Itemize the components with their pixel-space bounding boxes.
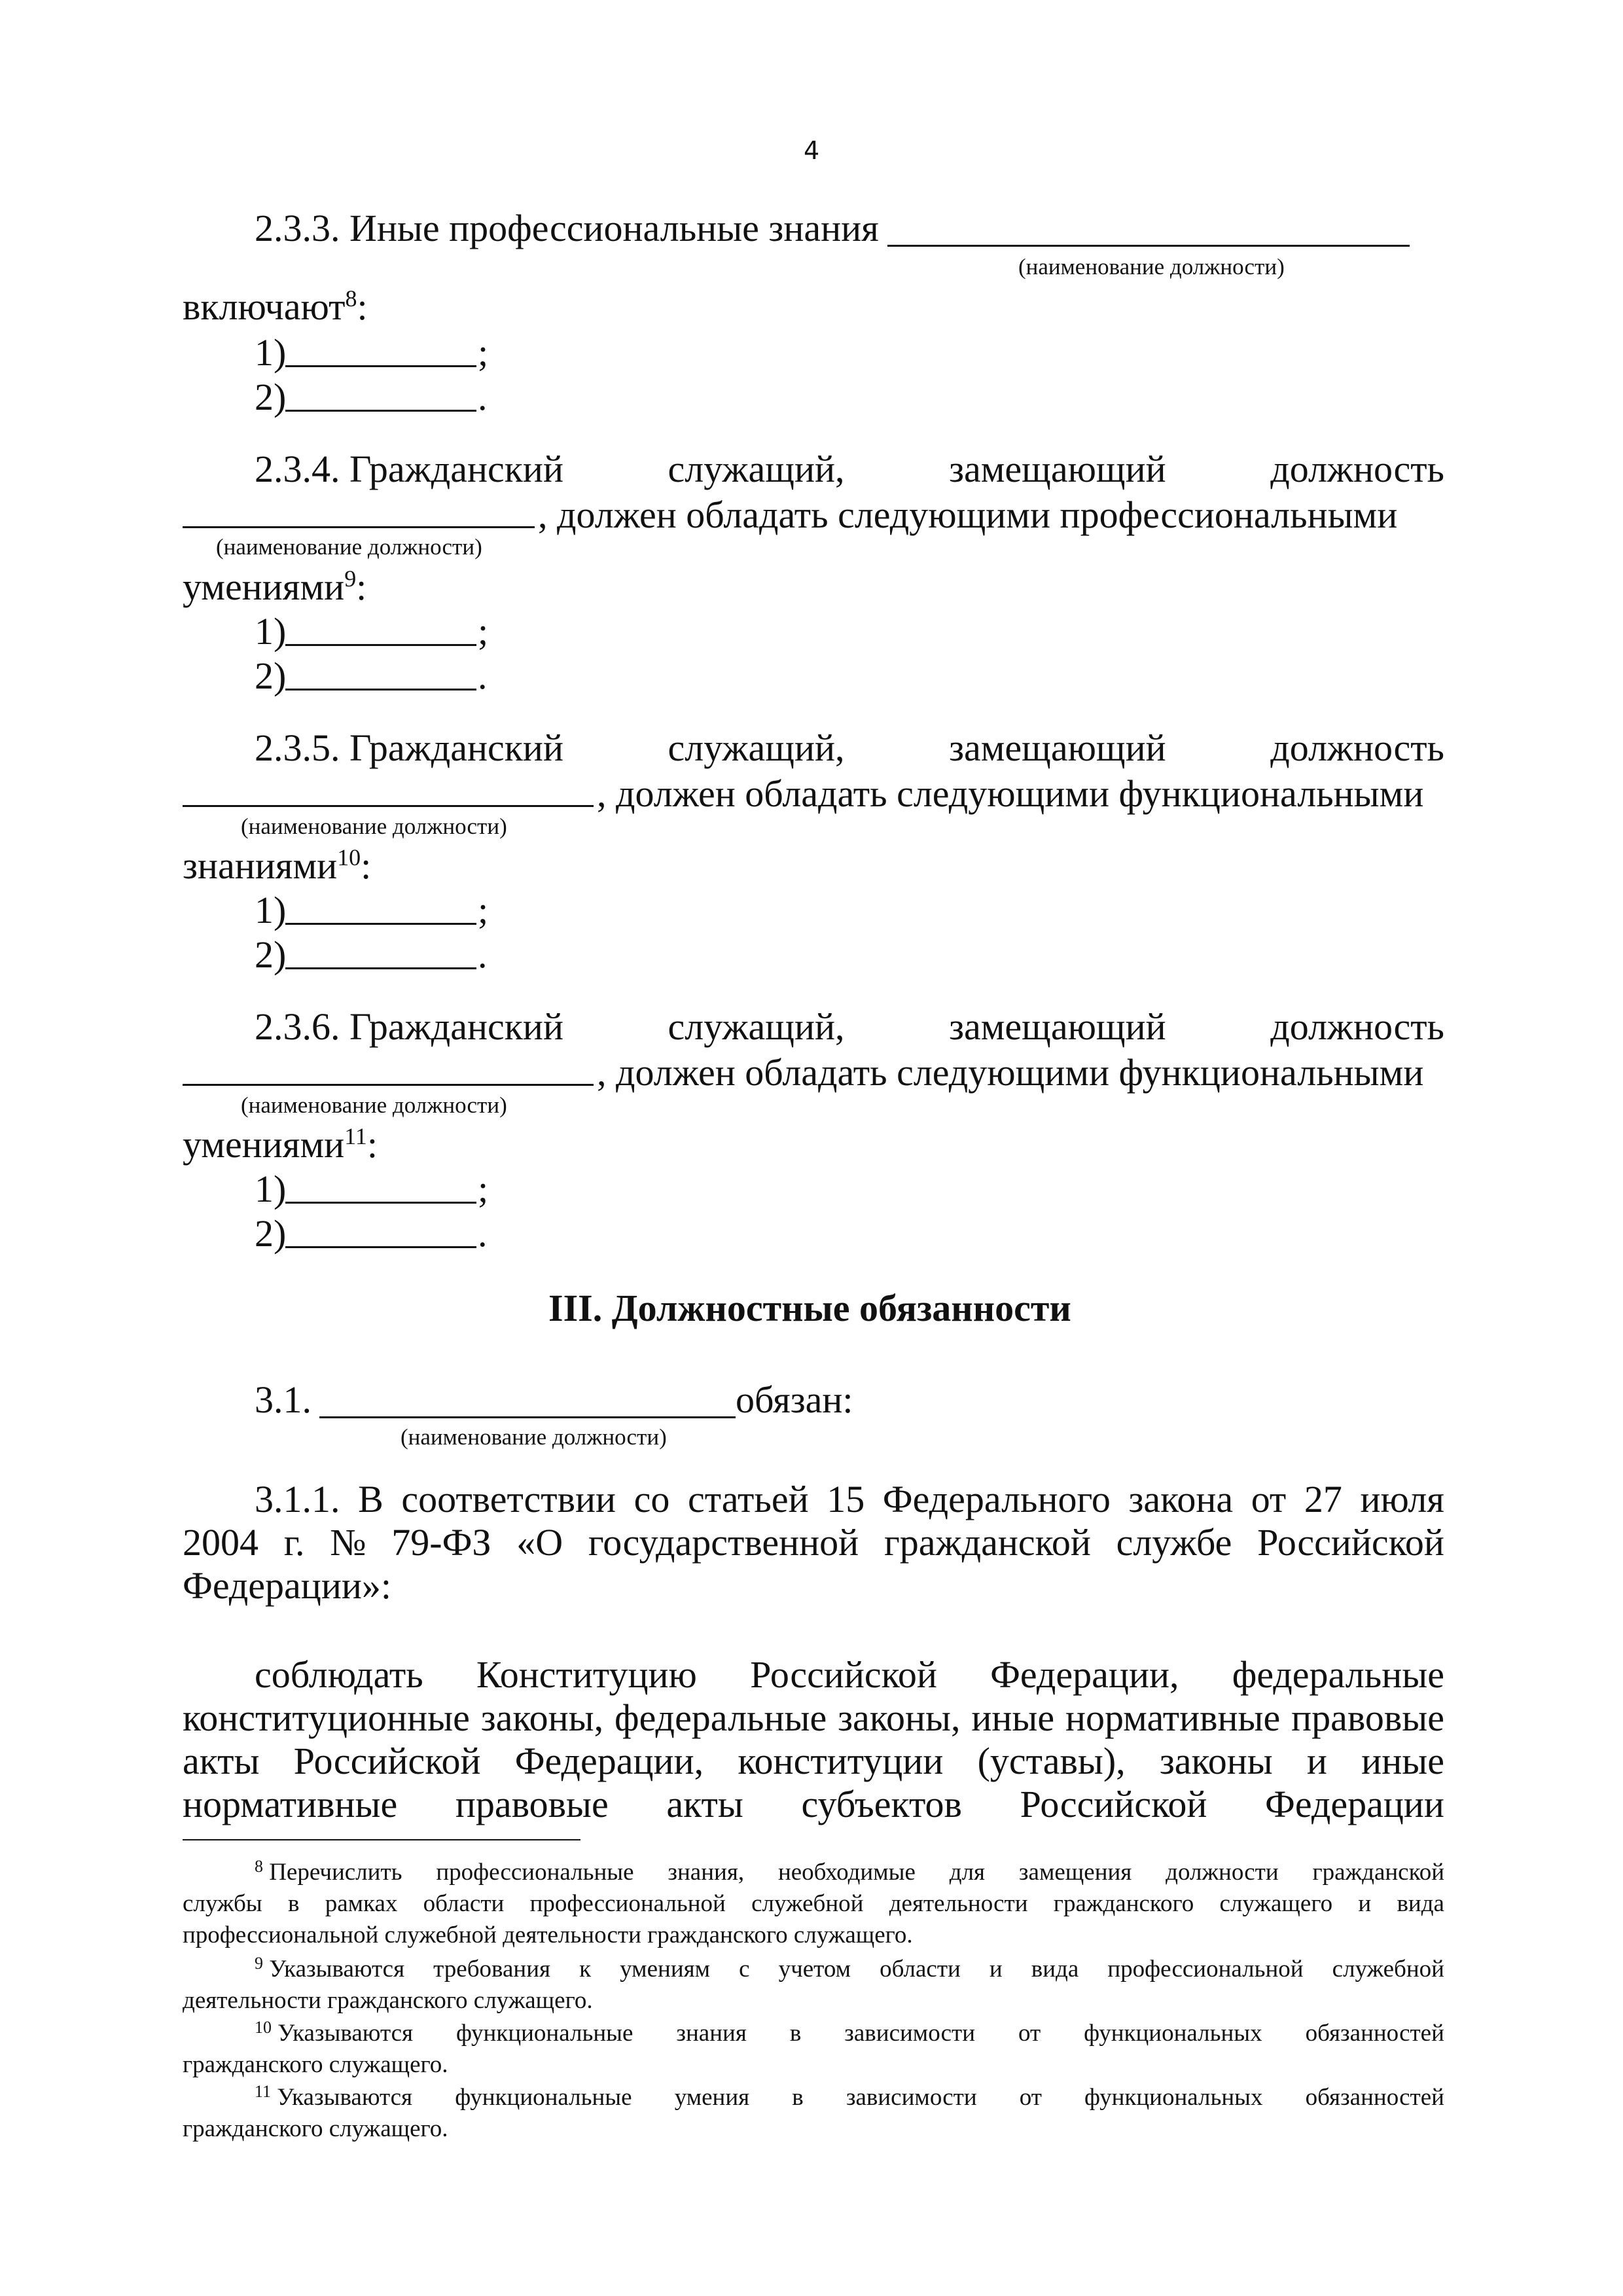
section-2-3-6-line1: 2.3.6. Гражданский служащий, замещающий должность <box>255 1005 1444 1048</box>
section-2-3-5-line1: 2.3.5. Гражданский служащий, замещающий должность <box>255 726 1444 769</box>
list-item-end: ; <box>478 889 489 931</box>
page-number: 4 <box>804 136 820 165</box>
continuation-text: включают$^8$: <box>183 285 368 328</box>
list-item-blank <box>285 644 476 646</box>
section-2-3-4-line2: , должен обладать следующими профессиональными <box>538 493 1398 536</box>
list-item-blank <box>285 1202 476 1204</box>
list-item-2: 2) <box>255 655 287 697</box>
section-2-3-6-line2: , должен обладать следующими функциональными <box>597 1051 1424 1094</box>
list-item-1: 1) <box>255 331 287 374</box>
continuation-word: включают <box>183 285 346 328</box>
list-item-end: . <box>478 376 488 418</box>
position-caption: (наименование должности) <box>216 534 482 560</box>
list-item-blank <box>285 967 476 969</box>
footnote-separator <box>183 1839 580 1840</box>
position-name-blank <box>183 1084 594 1086</box>
list-item-end: . <box>478 1212 488 1255</box>
position-name-blank <box>887 245 1410 247</box>
list-item-end: . <box>478 933 488 976</box>
footnote-8-line2: службы в рамках области профессиональной служебной деятельности гражданского служащего и вида <box>183 1890 1444 1917</box>
footnote-number: 10 <box>255 2018 272 2037</box>
position-name-blank <box>319 1416 736 1418</box>
footnote-ref: 11 <box>344 1123 367 1150</box>
footnote-11-line1: $^{11}$ Указываются функциональные умения в зависимости от функциональных обязанностей <box>255 2082 1444 2111</box>
section-3-1-1-line2: 2004 г. № 79-ФЗ «О государственной гражданской службе Российской <box>183 1521 1444 1564</box>
list-item-2: 2) <box>255 933 287 976</box>
section-3-1-end: обязан: <box>736 1378 853 1421</box>
list-item-2: 2) <box>255 376 287 418</box>
position-caption: (наименование должности) <box>241 814 507 839</box>
position-caption: (наименование должности) <box>401 1424 667 1450</box>
footnote-number: 11 <box>255 2082 271 2102</box>
position-name-blank <box>183 526 535 528</box>
list-item-2: 2) <box>255 1212 287 1255</box>
footnote-8-line3: профессиональной служебной деятельности гражданского служащего. <box>183 1922 913 1948</box>
footnote-ref: 8 <box>345 285 357 312</box>
list-item-end: . <box>478 655 488 697</box>
position-caption: (наименование должности) <box>241 1092 507 1118</box>
footnote-9-line2: деятельности гражданского служащего. <box>183 1987 593 2014</box>
footnote-8-line1: $^8$ Перечислить профессиональные знания, необходимые для замещения должности гражданской <box>255 1857 1444 1886</box>
paragraph-line1: соблюдать Конституцию Российской Федерации, федеральные <box>255 1653 1444 1696</box>
list-item-blank <box>285 923 476 925</box>
footnote-11-line2: гражданского служащего. <box>183 2115 448 2142</box>
section-2-3-3-label: 2.3.3. Иные профессиональные знания <box>255 207 879 249</box>
continuation-text: умениями$^9$: <box>183 565 367 608</box>
paragraph-line3: акты Российской Федерации, конституции (уставы), законы и иные <box>183 1740 1444 1782</box>
list-item-blank <box>285 1246 476 1248</box>
position-caption: (наименование должности) <box>1018 254 1285 279</box>
footnote-number: 9 <box>255 1954 263 1973</box>
list-item-end: ; <box>478 610 489 653</box>
continuation-text: умениями$^{11}$: <box>183 1123 378 1166</box>
section-3-1-1-line1: 3.1.1. В соответствии со статьей 15 Федерального закона от 27 июля <box>255 1478 1444 1520</box>
list-item-blank <box>285 410 476 412</box>
paragraph-line4: нормативные правовые акты субъектов Российской Федерации <box>183 1783 1444 1825</box>
footnote-ref: 9 <box>344 565 357 592</box>
footnote-number: 8 <box>255 1857 263 1876</box>
section-heading: III. Должностные обязанности <box>548 1287 1071 1329</box>
footnote-10-line2: гражданского служащего. <box>183 2051 448 2078</box>
continuation-text: знаниями$^{10}$: <box>183 844 372 887</box>
list-item-end: ; <box>478 1168 489 1210</box>
section-2-3-4-line1: 2.3.4. Гражданский служащий, замещающий должность <box>255 448 1444 490</box>
section-3-1-1-line3: Федерации»: <box>183 1564 392 1607</box>
list-item-blank <box>285 689 476 691</box>
list-item-1: 1) <box>255 1168 287 1210</box>
paragraph-line2: конституционные законы, федеральные законы, иные нормативные правовые <box>183 1696 1444 1739</box>
footnote-10-line1: $^{10}$ Указываются функциональные знания в зависимости от функциональных обязанностей <box>255 2018 1444 2047</box>
footnote-9-line1: $^9$ Указываются требования к умениям с учетом области и вида профессиональной служебной <box>255 1954 1444 1982</box>
footnote-ref: 10 <box>337 844 361 871</box>
section-3-1-label: 3.1. <box>255 1378 312 1421</box>
list-item-end: ; <box>478 331 489 374</box>
list-item-1: 1) <box>255 889 287 931</box>
position-name-blank <box>183 805 594 807</box>
list-item-blank <box>285 365 476 367</box>
list-item-1: 1) <box>255 610 287 653</box>
section-2-3-5-line2: , должен обладать следующими функциональными <box>597 772 1424 815</box>
